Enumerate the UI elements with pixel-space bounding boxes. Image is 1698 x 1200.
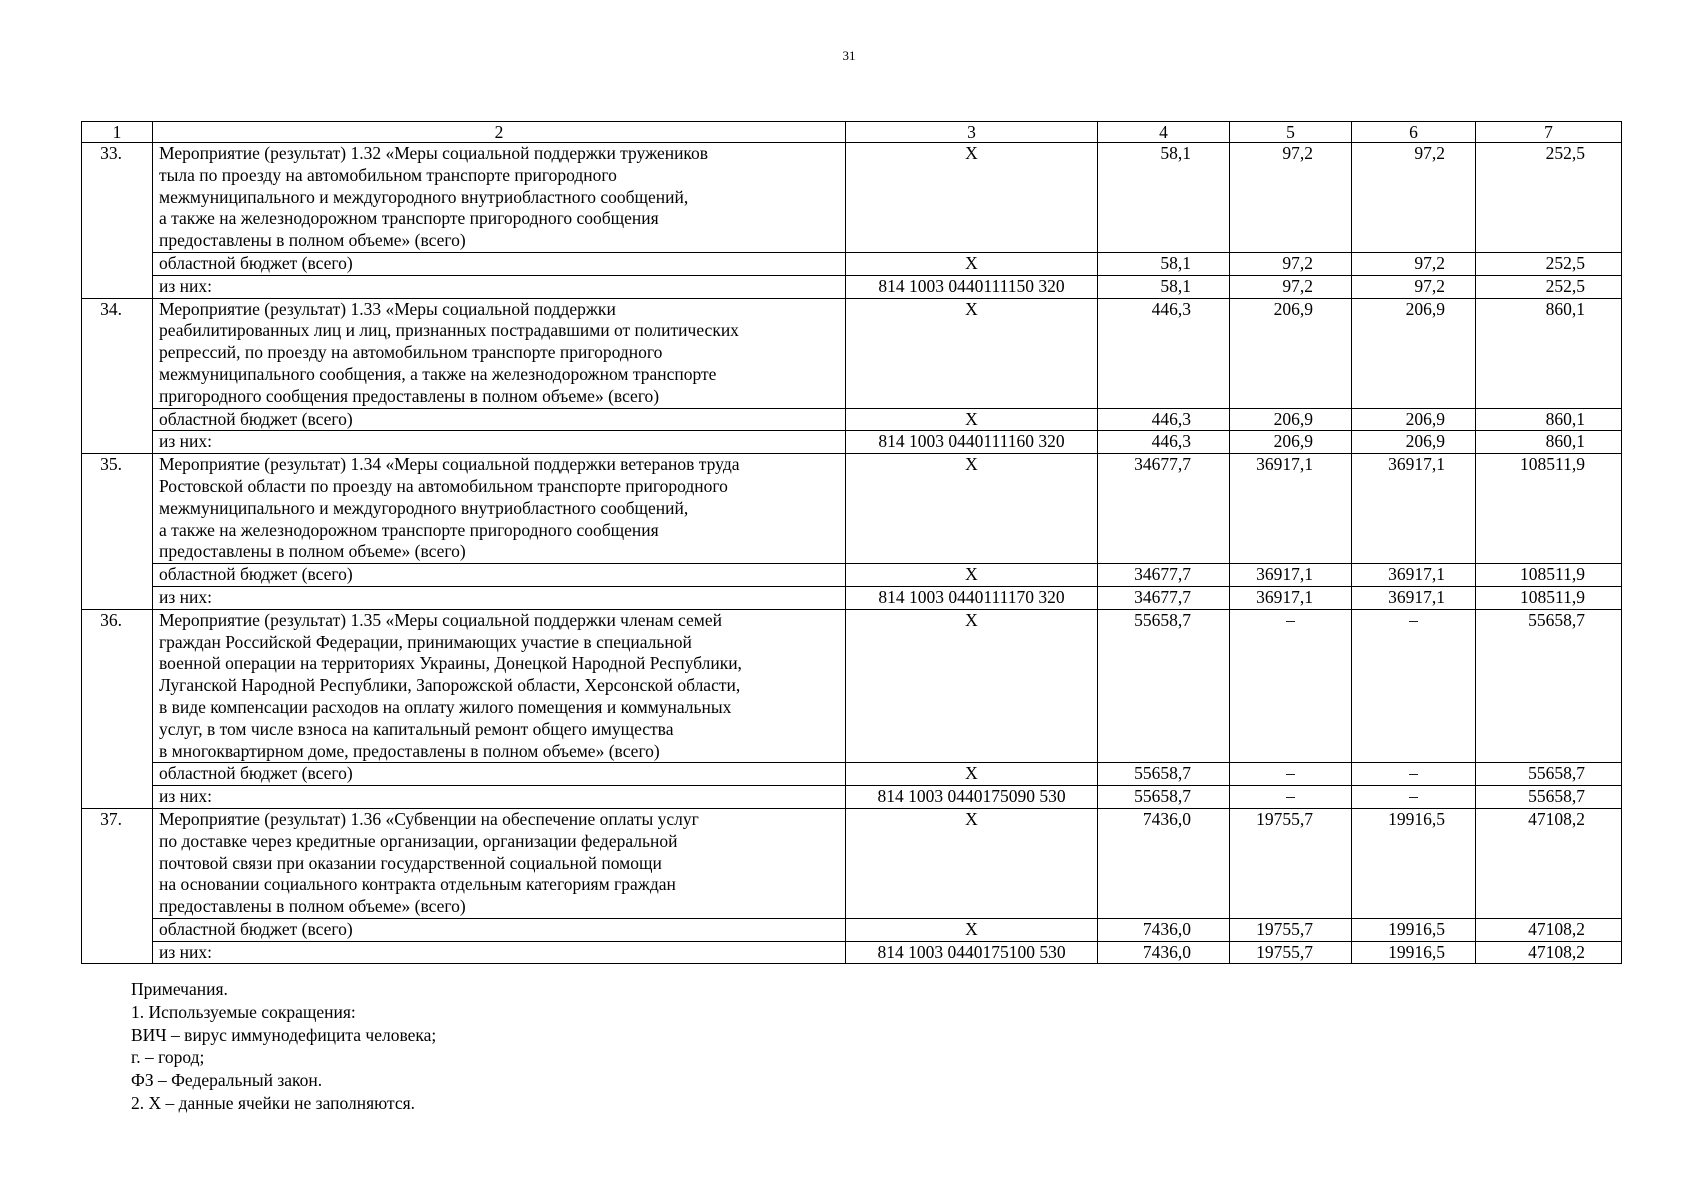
table-header-row xyxy=(82,122,1622,143)
value-cell-col7: 252,5 xyxy=(1476,275,1622,298)
value-cell-col7: 47108,2 xyxy=(1476,941,1622,964)
value-cell-col5: 206,9 xyxy=(1230,408,1352,431)
value-cell-col7: 47108,2 xyxy=(1476,808,1622,918)
table-row-of-which xyxy=(82,431,1622,454)
value-cell-col6: 97,2 xyxy=(1352,275,1476,298)
page-number: 31 xyxy=(842,48,856,63)
value-cell-col4: 446,3 xyxy=(1098,431,1230,454)
value-cell-col5: 97,2 xyxy=(1230,275,1352,298)
value-cell-col7: 860,1 xyxy=(1476,431,1622,454)
notes-section xyxy=(131,978,436,1115)
budget-code: X xyxy=(846,918,1098,941)
description-line: предоставлены в полном объеме» (всего) xyxy=(159,896,466,917)
description-line: по доставке через кредитные организации, организации федеральной xyxy=(159,830,678,851)
budget-label: областной бюджет (всего) xyxy=(153,564,846,587)
description-line: межмуниципального и междугородного внутриобластного сообщений, xyxy=(159,497,689,518)
value-cell-col4: 55658,7 xyxy=(1098,763,1230,786)
value-cell-col4: 58,1 xyxy=(1098,275,1230,298)
table-row-of-which xyxy=(82,275,1622,298)
table-row-budget xyxy=(82,408,1622,431)
note-line: ФЗ – Федеральный закон. xyxy=(131,1070,323,1091)
value-cell-col4: 446,3 xyxy=(1098,298,1230,408)
budget-code: X xyxy=(846,252,1098,275)
description-line: Мероприятие (результат) 1.35 «Меры социальной поддержки членам семей xyxy=(159,609,723,630)
value-cell-col5: 19755,7 xyxy=(1230,808,1352,918)
value-cell-col6: – xyxy=(1352,609,1476,763)
value-cell-col5: 19755,7 xyxy=(1230,918,1352,941)
of-which-label: из них: xyxy=(153,786,846,809)
value-cell-col5: 97,2 xyxy=(1230,252,1352,275)
description-line: услуг, в том числе взноса на капитальный ремонт общего имущества xyxy=(159,718,674,739)
budget-label: областной бюджет (всего) xyxy=(153,763,846,786)
description-line: почтовой связи при оказании государственной социальной помощи xyxy=(159,852,662,873)
value-cell-col4: 58,1 xyxy=(1098,143,1230,253)
table-row-of-which xyxy=(82,941,1622,964)
value-cell-col4: 58,1 xyxy=(1098,252,1230,275)
description-line: Ростовской области по проезду на автомобильном транспорте пригородного xyxy=(159,475,728,496)
value-cell-col5: 97,2 xyxy=(1230,143,1352,253)
header-cell: 2 xyxy=(153,122,846,143)
table-row xyxy=(82,454,1622,564)
value-cell-col6: 97,2 xyxy=(1352,252,1476,275)
value-cell-col5: 19755,7 xyxy=(1230,941,1352,964)
header-cell: 3 xyxy=(846,122,1098,143)
header-cell: 5 xyxy=(1230,122,1352,143)
value-cell-col5: 36917,1 xyxy=(1230,454,1352,564)
value-cell-col4: 34677,7 xyxy=(1098,454,1230,564)
value-cell-col7: 860,1 xyxy=(1476,408,1622,431)
table-row xyxy=(82,143,1622,253)
value-cell-col4: 7436,0 xyxy=(1098,808,1230,918)
budget-classification-code: 814 1003 0440111160 320 xyxy=(846,431,1098,454)
value-cell-col5: 206,9 xyxy=(1230,298,1352,408)
budget-classification-code: 814 1003 0440111170 320 xyxy=(846,586,1098,609)
budget-label: областной бюджет (всего) xyxy=(153,408,846,431)
description-line: межмуниципального сообщения, а также на железнодорожном транспорте xyxy=(159,363,717,384)
row-number: 35. xyxy=(82,454,153,610)
value-cell-col7: 55658,7 xyxy=(1476,786,1622,809)
measure-description xyxy=(153,143,846,253)
value-cell-col7: 860,1 xyxy=(1476,298,1622,408)
value-cell-col4: 34677,7 xyxy=(1098,564,1230,587)
header-cell: 7 xyxy=(1476,122,1622,143)
description-line: в многоквартирном доме, предоставлены в полном объеме» (всего) xyxy=(159,740,660,761)
description-line: Мероприятие (результат) 1.32 «Меры социальной поддержки тружеников xyxy=(159,143,709,163)
value-cell-col6: 19916,5 xyxy=(1352,941,1476,964)
description-line: репрессий, по проезду на автомобильном транспорте пригородного xyxy=(159,342,663,363)
description-line: Мероприятие (результат) 1.34 «Меры социальной поддержки ветеранов труда xyxy=(159,454,740,475)
notes-title: Примечания. xyxy=(131,979,228,999)
note-line: 1. Используемые сокращения: xyxy=(131,1001,356,1022)
of-which-label: из них: xyxy=(153,275,846,298)
value-cell-col6: 19916,5 xyxy=(1352,918,1476,941)
value-cell-col7: 47108,2 xyxy=(1476,918,1622,941)
budget-code: X xyxy=(846,763,1098,786)
value-cell-col6: 36917,1 xyxy=(1352,586,1476,609)
value-cell-col4: 55658,7 xyxy=(1098,786,1230,809)
header-cell: 6 xyxy=(1352,122,1476,143)
row-number: 34. xyxy=(82,298,153,454)
value-cell-col6: 206,9 xyxy=(1352,431,1476,454)
value-cell-col7: 55658,7 xyxy=(1476,609,1622,763)
value-cell-col7: 252,5 xyxy=(1476,143,1622,253)
description-line: Мероприятие (результат) 1.33 «Меры социальной поддержки xyxy=(159,298,616,319)
description-line: на основании социального контракта отдельным категориям граждан xyxy=(159,874,676,895)
of-which-label: из них: xyxy=(153,586,846,609)
budget-label: областной бюджет (всего) xyxy=(153,252,846,275)
budget-code: X xyxy=(846,143,1098,253)
measure-description xyxy=(153,808,846,918)
value-cell-col6: – xyxy=(1352,786,1476,809)
value-cell-col4: 34677,7 xyxy=(1098,586,1230,609)
description-line: межмуниципального и междугородного внутриобластного сообщений, xyxy=(159,186,689,207)
value-cell-col6: 206,9 xyxy=(1352,298,1476,408)
table-body xyxy=(82,122,1622,964)
description-line: Мероприятие (результат) 1.36 «Субвенции на обеспечение оплаты услуг xyxy=(159,808,699,829)
row-number: 33. xyxy=(82,143,153,299)
of-which-label: из них: xyxy=(153,941,846,964)
of-which-label: из них: xyxy=(153,431,846,454)
description-line: а также на железнодорожном транспорте пригородного сообщения xyxy=(159,208,659,229)
table-row xyxy=(82,808,1622,918)
table-row xyxy=(82,609,1622,763)
note-line: г. – город; xyxy=(131,1047,205,1068)
budget-table xyxy=(81,121,1622,964)
budget-code: X xyxy=(846,454,1098,564)
table-row-budget xyxy=(82,564,1622,587)
budget-code: X xyxy=(846,564,1098,587)
value-cell-col7: 252,5 xyxy=(1476,252,1622,275)
value-cell-col4: 7436,0 xyxy=(1098,918,1230,941)
value-cell-col5: – xyxy=(1230,609,1352,763)
budget-code: X xyxy=(846,408,1098,431)
table-row xyxy=(82,298,1622,408)
value-cell-col4: 446,3 xyxy=(1098,408,1230,431)
table-row-of-which xyxy=(82,786,1622,809)
row-number: 36. xyxy=(82,609,153,808)
description-line: в виде компенсации расходов на оплату жилого помещения и коммунальных xyxy=(159,696,732,717)
value-cell-col6: 36917,1 xyxy=(1352,564,1476,587)
value-cell-col5: 36917,1 xyxy=(1230,564,1352,587)
measure-description xyxy=(153,298,846,408)
description-line: предоставлены в полном объеме» (всего) xyxy=(159,541,466,562)
value-cell-col7: 108511,9 xyxy=(1476,564,1622,587)
description-line: граждан Российской Федерации, принимающих участие в специальной xyxy=(159,631,692,652)
value-cell-col5: – xyxy=(1230,786,1352,809)
row-number: 37. xyxy=(82,808,153,964)
value-cell-col6: 206,9 xyxy=(1352,408,1476,431)
budget-code: X xyxy=(846,609,1098,763)
table-row-budget xyxy=(82,918,1622,941)
description-line: тыла по проезду на автомобильном транспорте пригородного xyxy=(159,164,617,185)
value-cell-col7: 108511,9 xyxy=(1476,586,1622,609)
description-line: Луганской Народной Республики, Запорожской области, Херсонской области, xyxy=(159,675,741,696)
table-row-budget xyxy=(82,252,1622,275)
description-line: предоставлены в полном объеме» (всего) xyxy=(159,230,466,251)
header-cell: 1 xyxy=(82,122,153,143)
header-cell: 4 xyxy=(1098,122,1230,143)
budget-label: областной бюджет (всего) xyxy=(153,918,846,941)
budget-classification-code: 814 1003 0440175090 530 xyxy=(846,786,1098,809)
value-cell-col7: 108511,9 xyxy=(1476,454,1622,564)
description-line: реабилитированных лиц и лиц, признанных пострадавшими от политических xyxy=(159,320,739,341)
budget-classification-code: 814 1003 0440111150 320 xyxy=(846,275,1098,298)
budget-classification-code: 814 1003 0440175100 530 xyxy=(846,941,1098,964)
value-cell-col6: 36917,1 xyxy=(1352,454,1476,564)
value-cell-col4: 7436,0 xyxy=(1098,941,1230,964)
value-cell-col7: 55658,7 xyxy=(1476,763,1622,786)
value-cell-col5: – xyxy=(1230,763,1352,786)
budget-code: X xyxy=(846,808,1098,918)
value-cell-col4: 55658,7 xyxy=(1098,609,1230,763)
measure-description xyxy=(153,609,846,763)
description-line: военной операции на территориях Украины, Донецкой Народной Республики, xyxy=(159,653,742,674)
value-cell-col6: – xyxy=(1352,763,1476,786)
value-cell-col6: 97,2 xyxy=(1352,143,1476,253)
description-line: а также на железнодорожном транспорте пригородного сообщения xyxy=(159,519,659,540)
budget-code: X xyxy=(846,298,1098,408)
value-cell-col6: 19916,5 xyxy=(1352,808,1476,918)
table-row-budget xyxy=(82,763,1622,786)
note-line: ВИЧ – вирус иммунодефицита человека; xyxy=(131,1024,437,1045)
value-cell-col5: 36917,1 xyxy=(1230,586,1352,609)
measure-description xyxy=(153,454,846,564)
note-line: 2. X – данные ячейки не заполняются. xyxy=(131,1092,416,1113)
table-row-of-which xyxy=(82,586,1622,609)
description-line: пригородного сообщения предоставлены в полном объеме» (всего) xyxy=(159,385,660,406)
value-cell-col5: 206,9 xyxy=(1230,431,1352,454)
